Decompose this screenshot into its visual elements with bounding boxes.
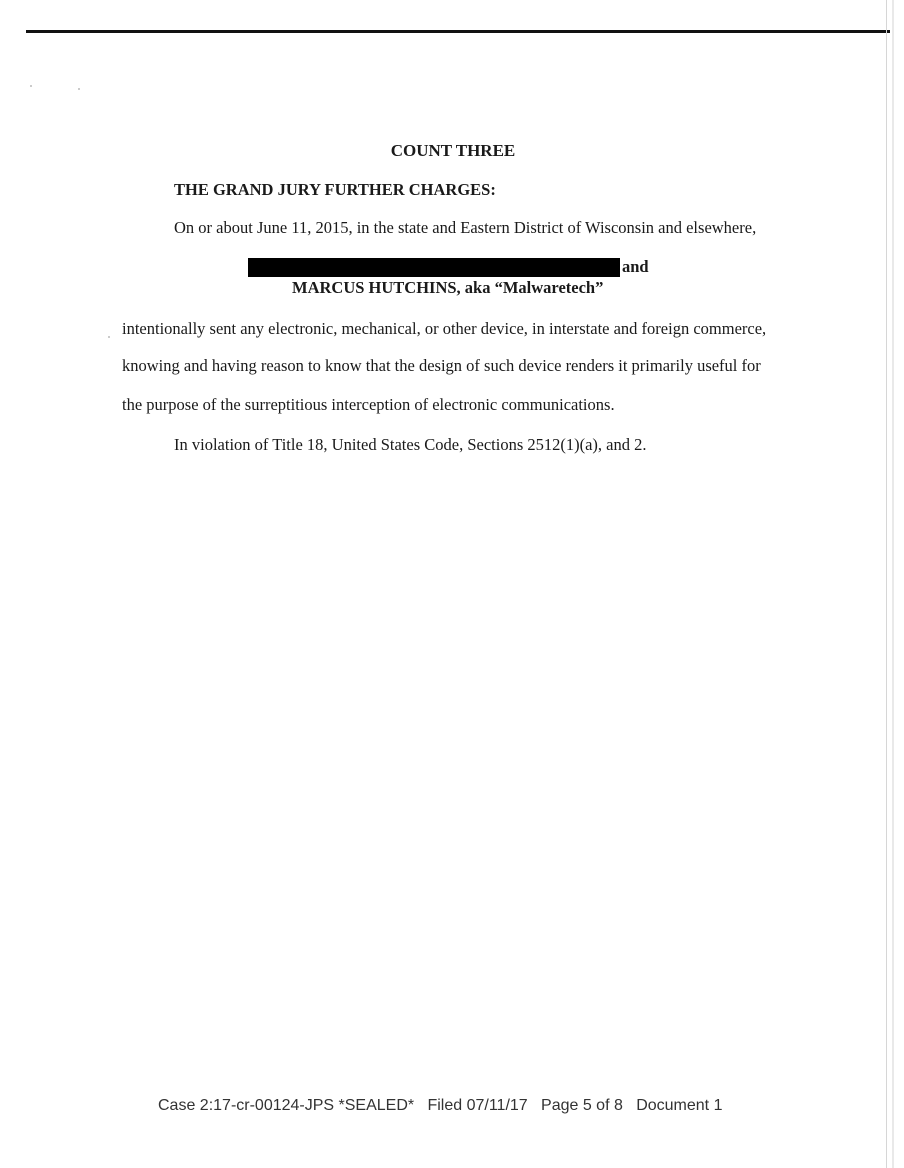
body-line: knowing and having reason to know that the design of such device renders it primarily useful for bbox=[122, 356, 761, 375]
body-line: the purpose of the surreptitious interception of electronic communications. bbox=[122, 395, 615, 414]
count-title: COUNT THREE bbox=[390, 141, 516, 160]
conjunction: and bbox=[622, 257, 649, 276]
body-line: intentionally sent any electronic, mechanical, or other device, in interstate and foreign commerce, bbox=[122, 319, 767, 338]
scan-edge-shadow bbox=[892, 0, 894, 1168]
top-rule bbox=[26, 30, 890, 33]
violation-line: In violation of Title 18, United States Code, Sections 2512(1)(a), and 2. bbox=[174, 435, 647, 454]
case-footer: Case 2:17-cr-00124-JPS *SEALED* Filed 07/11/17 Page 5 of 8 Document 1 bbox=[158, 1097, 723, 1114]
charges-heading: THE GRAND JURY FURTHER CHARGES: bbox=[174, 180, 496, 199]
defendant-name: MARCUS HUTCHINS, aka “Malwaretech” bbox=[292, 278, 604, 297]
scan-speck bbox=[30, 85, 32, 87]
redaction-bar bbox=[248, 258, 620, 277]
scan-edge-line bbox=[886, 0, 887, 1168]
scan-speck bbox=[108, 336, 110, 338]
intro-line: On or about June 11, 2015, in the state and Eastern District of Wisconsin and elsewhere, bbox=[174, 218, 757, 237]
scan-speck bbox=[78, 88, 80, 90]
